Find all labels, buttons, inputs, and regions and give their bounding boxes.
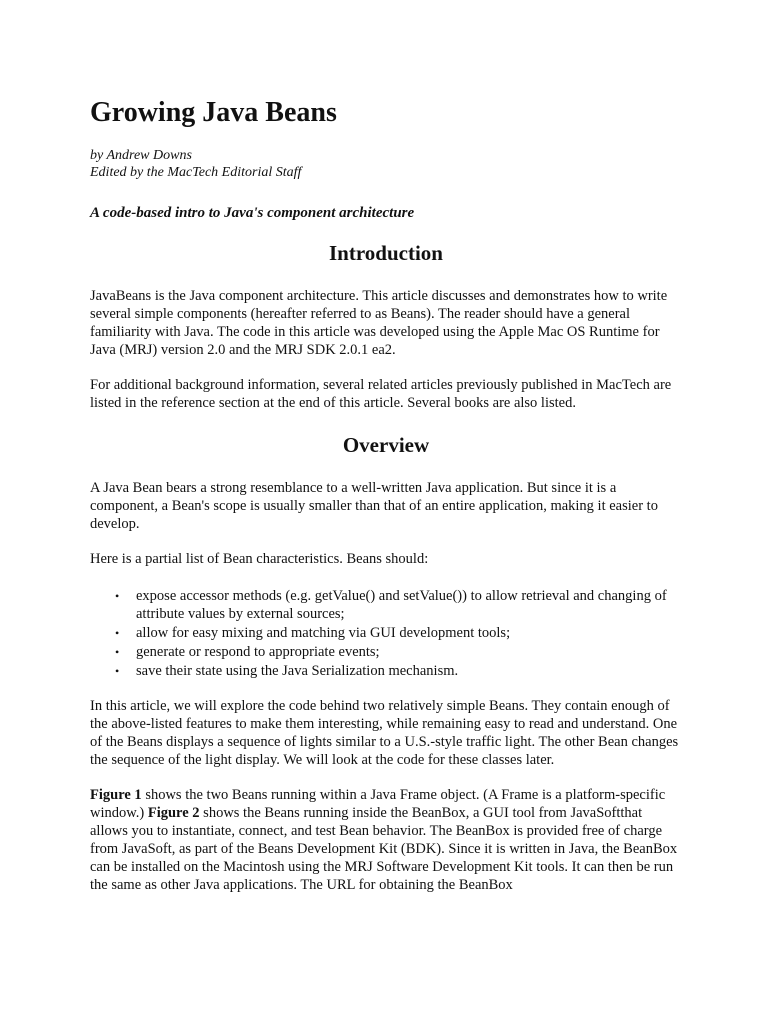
- section-heading-introduction: Introduction: [329, 241, 443, 265]
- figure-1-reference: Figure 1: [90, 787, 142, 803]
- bullet-icon: •: [115, 589, 120, 603]
- editor-byline: Edited by the MacTech Editorial Staff: [90, 165, 302, 180]
- article-body: [90, 96, 682, 911]
- bean-characteristics-list: [90, 587, 682, 680]
- list-item-text: save their state using the Java Serialization mechanism.: [136, 663, 459, 679]
- overview-paragraph: In this article, we will explore the code behind two relatively simple Beans. They contain enough of the above-listed features to make them interesting, while remaining easy to read and understand. One of the Beans displays a sequence of lights similar to a U.S.-style traffic light. The other Bean changes the sequence of the light display. We will look at the code for these classes later.: [90, 698, 679, 768]
- overview-paragraph: A Java Bean bears a strong resemblance to a well-written Java application. But since it is a component, a Bean's scope is usually smaller than that of an entire application, making it easier to develop.: [90, 480, 658, 532]
- list-item: [115, 643, 682, 661]
- intro-paragraph: JavaBeans is the Java component architecture. This article discusses and demonstrates how to write several simple components (hereafter referred to as Beans). The reader should have a general familiarity with Java. The code in this article was developed using the Apple Mac OS Runtime for Java (MRJ) version 2.0 and the MRJ SDK 2.0.1 ea2.: [90, 288, 668, 358]
- bullet-icon: •: [115, 664, 120, 678]
- list-item: [115, 624, 682, 642]
- article-subtitle: A code-based intro to Java's component architecture: [90, 205, 415, 221]
- list-item: [115, 662, 682, 680]
- list-item: [115, 587, 682, 623]
- list-item-text: allow for easy mixing and matching via GUI development tools;: [136, 625, 511, 641]
- list-item-text: generate or respond to appropriate events;: [136, 644, 380, 660]
- figure-paragraph-text: shows the two Beans running within a Java Frame object. (A Frame is a platform-specific window.): [90, 787, 666, 821]
- intro-paragraph: For additional background information, several related articles previously published in MacTech are listed in the reference section at the end of this article. Several books are also listed.: [90, 377, 672, 411]
- author-byline: by Andrew Downs: [90, 148, 192, 163]
- figure-2-reference: Figure 2: [147, 805, 200, 821]
- figure-reference-paragraph: [90, 786, 682, 894]
- list-item-text: expose accessor methods (e.g. getValue() and setValue()) to allow retrieval and changing of attribute values by external sources;: [136, 588, 667, 622]
- bullet-icon: •: [115, 645, 120, 659]
- article-title: Growing Java Beans: [90, 97, 337, 128]
- bullet-icon: •: [115, 626, 120, 640]
- overview-paragraph: Here is a partial list of Bean characteristics. Beans should:: [90, 551, 429, 567]
- section-heading-overview: Overview: [342, 433, 430, 457]
- figure-paragraph-text: shows the Beans running inside the BeanBox, a GUI tool from JavaSoftthat allows you to instantiate, connect, and test Bean behavior. The BeanBox is provided free of charge from JavaSoft, as part of the Beans Development Kit (BDK). Since it is written in Java, the BeanBox can be installed on the Macintosh using the MRJ Software Development Kit tools. It can then be run the same as other Java applications. The URL for obtaining the BeanBox: [90, 805, 678, 893]
